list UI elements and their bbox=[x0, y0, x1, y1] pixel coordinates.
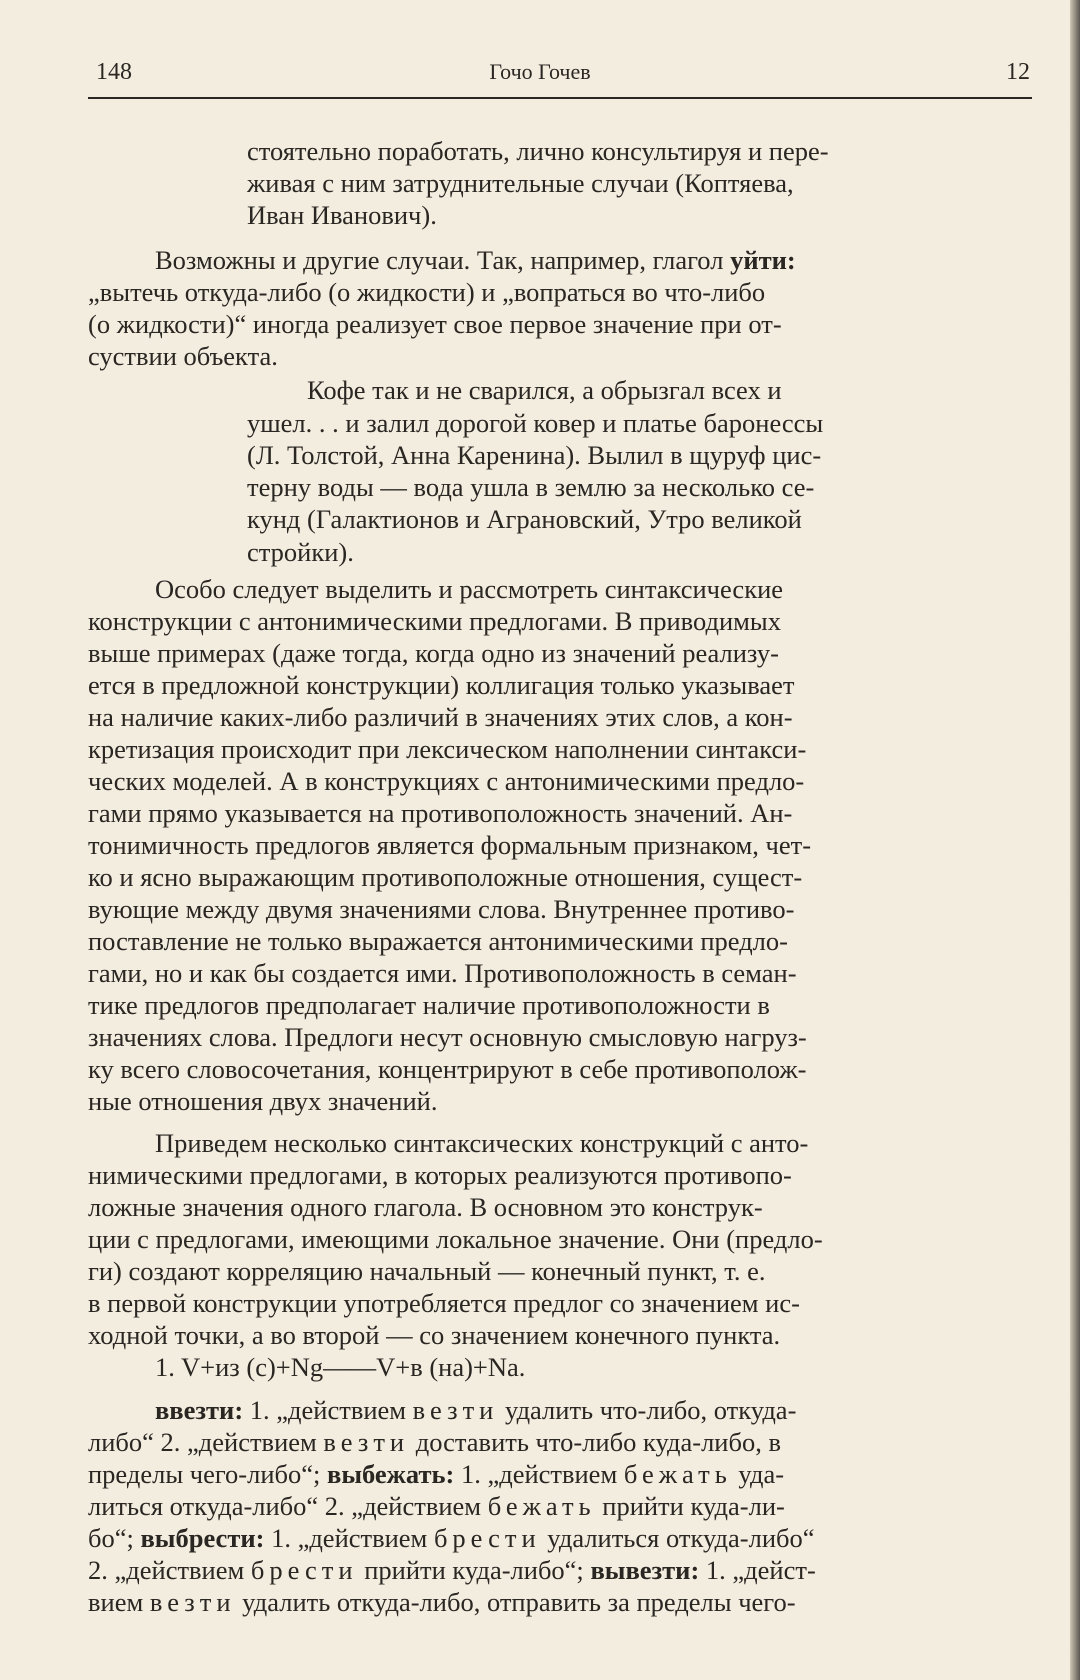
page-edge-shadow bbox=[1070, 0, 1080, 1680]
running-head-author: Гочо Гочев bbox=[489, 59, 591, 84]
text-line: вующие между двумя значениями слова. Внутреннее противо- bbox=[88, 894, 795, 924]
text-line: выше примерах (даже тогда, когда одно из значений реализу- bbox=[88, 638, 779, 668]
spaced-verb: бежать bbox=[487, 1491, 596, 1521]
text-line: кунд (Галактионов и Аграновский, Утро великой bbox=[247, 504, 802, 534]
headword: ввезти: bbox=[155, 1395, 244, 1425]
text-line: кретизация происходит при лексическом наполнении синтакси- bbox=[88, 734, 807, 764]
text-line: ушел. . . и залил дорогой ковер и платье баронессы bbox=[247, 408, 824, 438]
spaced-verb: везти bbox=[149, 1587, 236, 1617]
text-line: конструкции с антонимическими предлогами. В приводимых bbox=[88, 606, 781, 636]
text-run: 1. „действием bbox=[264, 1523, 434, 1553]
text-line: в первой конструкции употребляется предлог со значением ис- bbox=[88, 1288, 800, 1318]
page-number: 148 bbox=[96, 59, 132, 85]
text-line: ку всего словосочетания, концентрируют в себе противополож- bbox=[88, 1054, 807, 1084]
text-line: ции с предлогами, имеющими локальное значение. Они (предло- bbox=[88, 1224, 823, 1254]
text-line: суствии объекта. bbox=[88, 341, 278, 371]
headword: вывезти: bbox=[590, 1555, 700, 1585]
text-line: „вытечь откуда-либо (о жидкости) и „вопраться во что-либо bbox=[88, 277, 766, 307]
text-run: прийти куда-либо“; bbox=[357, 1555, 591, 1585]
text-run: 1. „действием bbox=[243, 1395, 413, 1425]
text-run: доставить что-либо куда-либо, в bbox=[409, 1427, 781, 1457]
text-line: (о жидкости)“ иногда реализует свое первое значение при от- bbox=[88, 309, 782, 339]
text-line: ческих моделей. А в конструкциях с антонимическими предло- bbox=[88, 766, 805, 796]
text-run: удалиться откуда-либо“ bbox=[540, 1523, 815, 1553]
headword: выбрести: bbox=[140, 1523, 265, 1553]
text-line bbox=[88, 1459, 784, 1489]
text-line: на наличие каких-либо различий в значениях этих слов, а кон- bbox=[88, 702, 793, 732]
text-line bbox=[88, 1587, 796, 1617]
spaced-verb: брести bbox=[433, 1523, 541, 1553]
text-run: бо“; bbox=[88, 1523, 141, 1553]
headword: уйти: bbox=[730, 245, 796, 275]
text-line: стройки). bbox=[247, 537, 354, 567]
text-run: удалить откуда-либо, отправить за пределы чего- bbox=[235, 1587, 796, 1617]
text-line: терну воды — вода ушла в землю за несколько се- bbox=[247, 472, 815, 502]
text-line: значениях слова. Предлоги несут основную смысловую нагруз- bbox=[88, 1022, 807, 1052]
text-run: прийти куда-ли- bbox=[595, 1491, 785, 1521]
text-line bbox=[155, 245, 796, 275]
spaced-verb: везти bbox=[323, 1427, 410, 1457]
text-line: живая с ним затруднительные случаи (Коптяева, bbox=[247, 168, 794, 198]
text-run: либо“ 2. „действием bbox=[88, 1427, 324, 1457]
spaced-verb: бежать bbox=[623, 1459, 732, 1489]
text-run: удалить что-либо, откуда- bbox=[498, 1395, 797, 1425]
text-line: Иван Иванович). bbox=[247, 200, 437, 230]
text-line: тонимичность предлогов является формальным признаком, чет- bbox=[88, 830, 812, 860]
text-line: гами прямо указывается на противоположность значений. Ан- bbox=[88, 798, 793, 828]
text-run: литься откуда-либо“ 2. „действием bbox=[88, 1491, 488, 1521]
text-line: 1. V+из (с)+Ng——V+в (на)+Na. bbox=[155, 1352, 526, 1382]
text-line: ется в предложной конструкции) коллигация только указывает bbox=[88, 670, 795, 700]
text-line: тике предлогов предполагает наличие противоположности в bbox=[88, 990, 770, 1020]
text-line bbox=[88, 1523, 815, 1553]
text-line bbox=[88, 1555, 816, 1585]
text-line: ги) создают корреляцию начальный — конечный пункт, т. е. bbox=[88, 1256, 766, 1286]
spaced-verb: брести bbox=[250, 1555, 358, 1585]
text-line: поставление не только выражается антонимическими предло- bbox=[88, 926, 788, 956]
text-line: Приведем несколько синтаксических конструкций с анто- bbox=[155, 1128, 809, 1158]
text-run: вием bbox=[88, 1587, 150, 1617]
headword: выбежать: bbox=[327, 1459, 455, 1489]
text-line: Особо следует выделить и рассмотреть синтаксические bbox=[155, 574, 784, 604]
text-run: пределы чего-либо“; bbox=[88, 1459, 328, 1489]
spaced-verb: везти bbox=[412, 1395, 499, 1425]
text-line: ходной точки, а во второй — со значением конечного пункта. bbox=[88, 1320, 781, 1350]
text-line: гами, но и как бы создается ими. Противоположность в семан- bbox=[88, 958, 797, 988]
text-run: 1. „дейст- bbox=[699, 1555, 816, 1585]
text-line: стоятельно поработать, лично консультируя и пере- bbox=[247, 136, 829, 166]
text-line bbox=[155, 1395, 796, 1425]
text-run: уда- bbox=[731, 1459, 785, 1489]
text-line: Кофе так и не сварился, а обрызгал всех и bbox=[307, 375, 782, 405]
text-line bbox=[88, 1427, 781, 1457]
text-run: Возможны и другие случаи. Так, например, глагол bbox=[155, 245, 731, 275]
header-rule bbox=[88, 97, 1032, 99]
text-line: (Л. Толстой, Анна Каренина). Вылил в щуруф цис- bbox=[247, 440, 822, 470]
text-line: ложные значения одного глагола. В основном это конструк- bbox=[88, 1192, 763, 1222]
text-line: ко и ясно выражающим противоположные отношения, сущест- bbox=[88, 862, 803, 892]
text-line: ные отношения двух значений. bbox=[88, 1086, 438, 1116]
text-run: 1. „действием bbox=[454, 1459, 624, 1489]
section-number: 12 bbox=[1006, 59, 1030, 85]
text-line bbox=[88, 1491, 785, 1521]
text-line: нимическими предлогами, в которых реализуются противопо- bbox=[88, 1160, 792, 1190]
text-run: 2. „действием bbox=[88, 1555, 251, 1585]
